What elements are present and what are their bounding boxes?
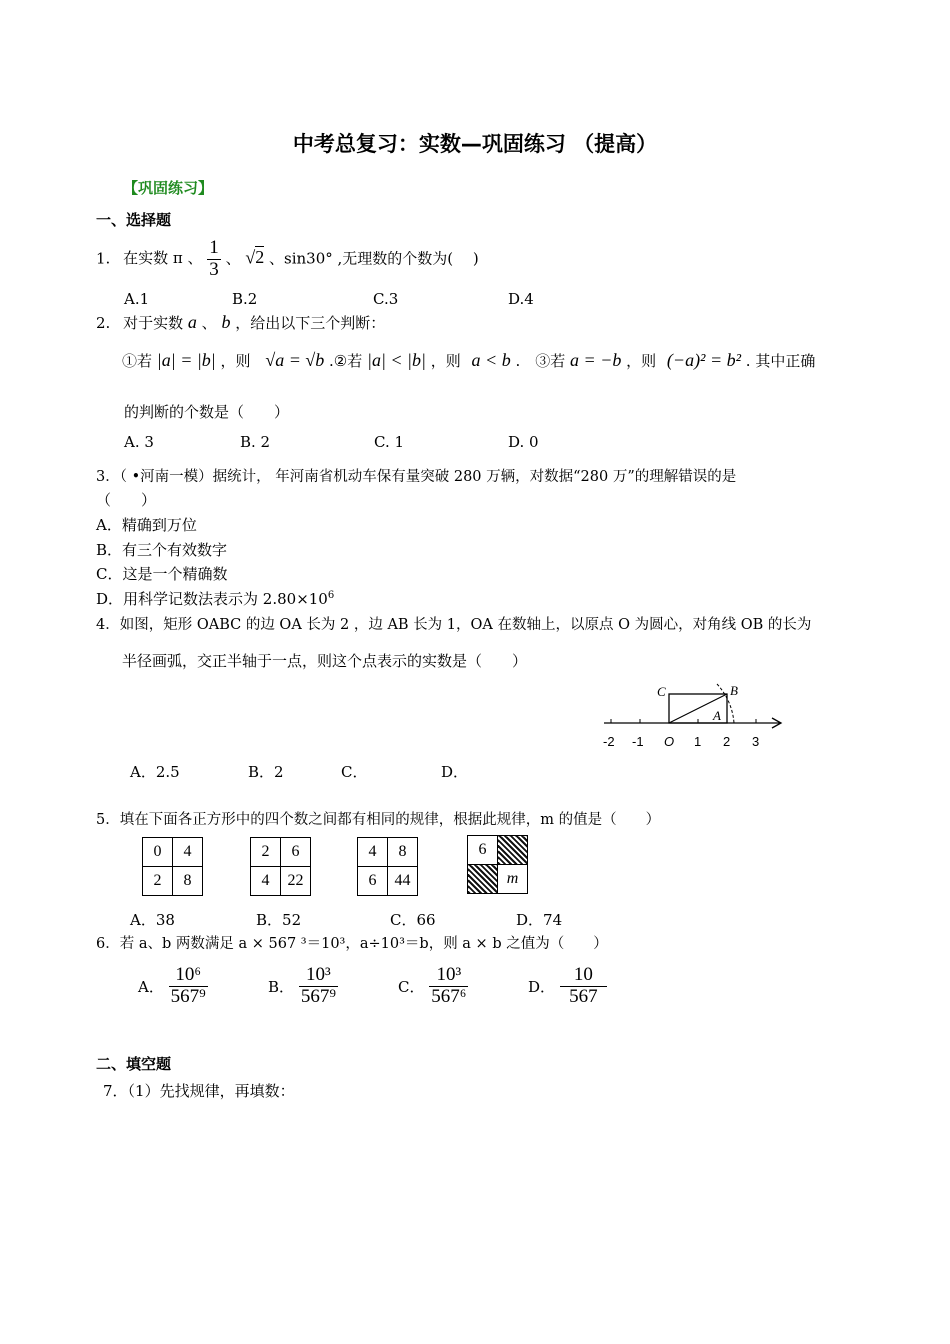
grid3-cell: 8 xyxy=(388,838,418,867)
q2-j3-cond: a = −b xyxy=(570,350,622,370)
q1-option-b: B.2 xyxy=(232,290,258,308)
tick-label-minus-1: -1 xyxy=(632,734,644,749)
question-4: 4．如图，矩形 OABC 的边 OA 长为 2 ，边 AB 长为 1，OA 在数轴上，以原点 O 为圆心，对角线 OB 的长为 xyxy=(96,617,812,633)
tick-label-minus-2: -2 xyxy=(603,734,615,749)
q1-suffix: 、sin30° ,无理数的个数为( ) xyxy=(269,249,479,268)
q4-option-c: C． xyxy=(341,763,368,781)
q2-j3-label: . ③若 xyxy=(515,352,566,370)
grid2-cell: 4 xyxy=(251,867,281,896)
question-7: 7．（1）先找规律，再填数： xyxy=(103,1082,295,1100)
q5-option-d: D．74 xyxy=(516,911,563,929)
q3-exponent: 6 xyxy=(327,590,335,601)
q2-number: 2. xyxy=(96,314,111,332)
grid2-cell: 6 xyxy=(281,838,311,867)
q6-a-num: 10⁶ xyxy=(169,965,208,987)
q6-b-num: 10³ xyxy=(299,965,338,987)
q2-text: 对于实数 xyxy=(123,314,184,332)
grid1-cell: 0 xyxy=(143,838,173,867)
q2-j1-label: ①若 xyxy=(122,352,153,370)
q3-option-c: C．这是一个精确数 xyxy=(96,565,228,583)
fraction-one-third xyxy=(207,238,221,281)
tick-label-1: 1 xyxy=(694,734,702,749)
q4-option-a: A．2.5 xyxy=(130,763,180,781)
q6-c-num: 10³ xyxy=(429,965,468,987)
q2-tail: . 其中正确 xyxy=(745,352,816,370)
q2-option-a: A. 3 xyxy=(124,433,154,451)
square-grid-4 xyxy=(467,835,528,894)
q2-comma: 、 xyxy=(201,314,217,332)
q6-option-d xyxy=(528,965,607,1008)
q6-d-den: 567 xyxy=(569,985,598,1007)
q6-option-b-label: B． xyxy=(268,977,295,996)
hatched-cell xyxy=(498,836,528,865)
q5-option-a: A．38 xyxy=(130,911,175,929)
q2-var-a: a xyxy=(187,312,197,332)
grid1-cell: 8 xyxy=(173,867,203,896)
square-grid-3 xyxy=(357,837,418,896)
q2-judgements xyxy=(122,350,815,371)
q1-option-d: D.4 xyxy=(508,290,534,308)
q1-option-a: A.1 xyxy=(124,290,150,308)
q4-option-b: B．2 xyxy=(248,763,284,781)
q1-option-c: C.3 xyxy=(373,290,399,308)
q1-prefix: 在实数 π 、 xyxy=(123,249,203,268)
q2-option-c: C. 1 xyxy=(374,433,405,451)
q6-a-den: 567⁹ xyxy=(170,985,206,1007)
grid2-cell: 2 xyxy=(251,838,281,867)
grid2-cell: 22 xyxy=(281,867,311,896)
section-tag: 【巩固练习】 xyxy=(123,179,214,197)
section-heading-choice: 一、选择题 xyxy=(96,211,172,229)
q3-option-a: A．精确到万位 xyxy=(96,516,197,534)
q5-option-c: C．66 xyxy=(390,911,436,929)
q1-frac-den: 3 xyxy=(209,258,219,280)
grid1-cell: 2 xyxy=(143,867,173,896)
q2-j1-result: √a = √b xyxy=(265,350,325,370)
q2-j1-cond: |a| = |b| xyxy=(156,350,216,370)
hatched-cell xyxy=(468,865,498,894)
q1-separator: 、 xyxy=(225,249,241,268)
q1-number: 1. xyxy=(96,249,111,268)
grid1-cell: 4 xyxy=(173,838,203,867)
q2-ze1: ，则 xyxy=(220,352,251,370)
tick-label-3: 3 xyxy=(752,734,760,749)
q6-option-b xyxy=(268,965,338,1008)
question-1 xyxy=(96,238,479,281)
label-c: C xyxy=(657,684,666,699)
q1-sqrt-value: 2 xyxy=(255,247,265,268)
q2-ze2: ，则 xyxy=(430,352,461,370)
grid4-cell-m: m xyxy=(498,865,528,894)
tick-label-2: 2 xyxy=(723,734,731,749)
q4-line2: 半径画弧，交正半轴于一点，则这个点表示的实数是（ ） xyxy=(122,652,528,670)
q6-option-a xyxy=(138,965,208,1008)
page-title: 中考总复习：实数—巩固练习 （提高） xyxy=(292,132,658,156)
q3-option-d xyxy=(96,588,334,609)
square-grid-2 xyxy=(250,837,311,896)
tick-label-origin: O xyxy=(664,734,675,749)
grid3-cell: 44 xyxy=(388,867,418,896)
q2-j2-cond: |a| < |b| xyxy=(367,350,426,370)
question-6: 6．若 a、b 两数满足 a × 567 ³＝10³，a÷10³＝b，则 a × b 之值为（ ） xyxy=(96,936,608,952)
grid3-cell: 6 xyxy=(358,867,388,896)
q2-j2-result: a < b xyxy=(471,350,511,370)
label-a: A xyxy=(713,708,721,723)
q2-ze3: ，则 xyxy=(626,352,657,370)
q6-b-den: 567⁹ xyxy=(300,985,336,1007)
sqrt-symbol-icon: √2 xyxy=(245,247,265,268)
q6-option-a-label: A． xyxy=(138,977,164,996)
q2-j2-label: .②若 xyxy=(329,352,363,370)
q3-option-b: B．有三个有效数字 xyxy=(96,541,228,559)
q6-d-num: 10 xyxy=(560,965,607,987)
q6-c-den: 567⁶ xyxy=(431,985,467,1007)
square-grid-1 xyxy=(142,837,203,896)
question-3: 3．（ •河南一模）据统计， 年河南省机动车保有量突破 280 万辆，对数据“280 万”的理解错误的是 xyxy=(96,469,737,485)
question-2 xyxy=(96,312,385,333)
label-b: B xyxy=(730,683,738,698)
q1-frac-num: 1 xyxy=(209,237,219,258)
grid4-cell: 6 xyxy=(468,836,498,865)
q2-var-b: b xyxy=(221,312,231,332)
grid3-cell: 4 xyxy=(358,838,388,867)
q2-line2: 的判断的个数是（ ） xyxy=(124,403,290,421)
q3-paren: （ ） xyxy=(96,491,157,509)
number-line-figure xyxy=(600,680,790,752)
q2-j3-result: (−a)² = b² xyxy=(666,350,741,370)
section-heading-fill: 二、填空题 xyxy=(96,1055,172,1073)
q2-text2: ，给出以下三个判断： xyxy=(235,314,386,332)
q3-option-d-text: D．用科学记数法表示为 2.80×10 xyxy=(96,590,328,608)
q6-option-d-label: D． xyxy=(528,977,556,996)
q2-option-b: B. 2 xyxy=(240,433,271,451)
q5-option-b: B．52 xyxy=(256,911,302,929)
q2-option-d: D. 0 xyxy=(508,433,539,451)
question-5: 5．填在下面各正方形中的四个数之间都有相同的规律，根据此规律，m 的值是（ ） xyxy=(96,812,661,828)
q6-option-c xyxy=(398,965,468,1008)
q4-option-d: D． xyxy=(441,763,469,781)
q6-option-c-label: C． xyxy=(398,977,425,996)
